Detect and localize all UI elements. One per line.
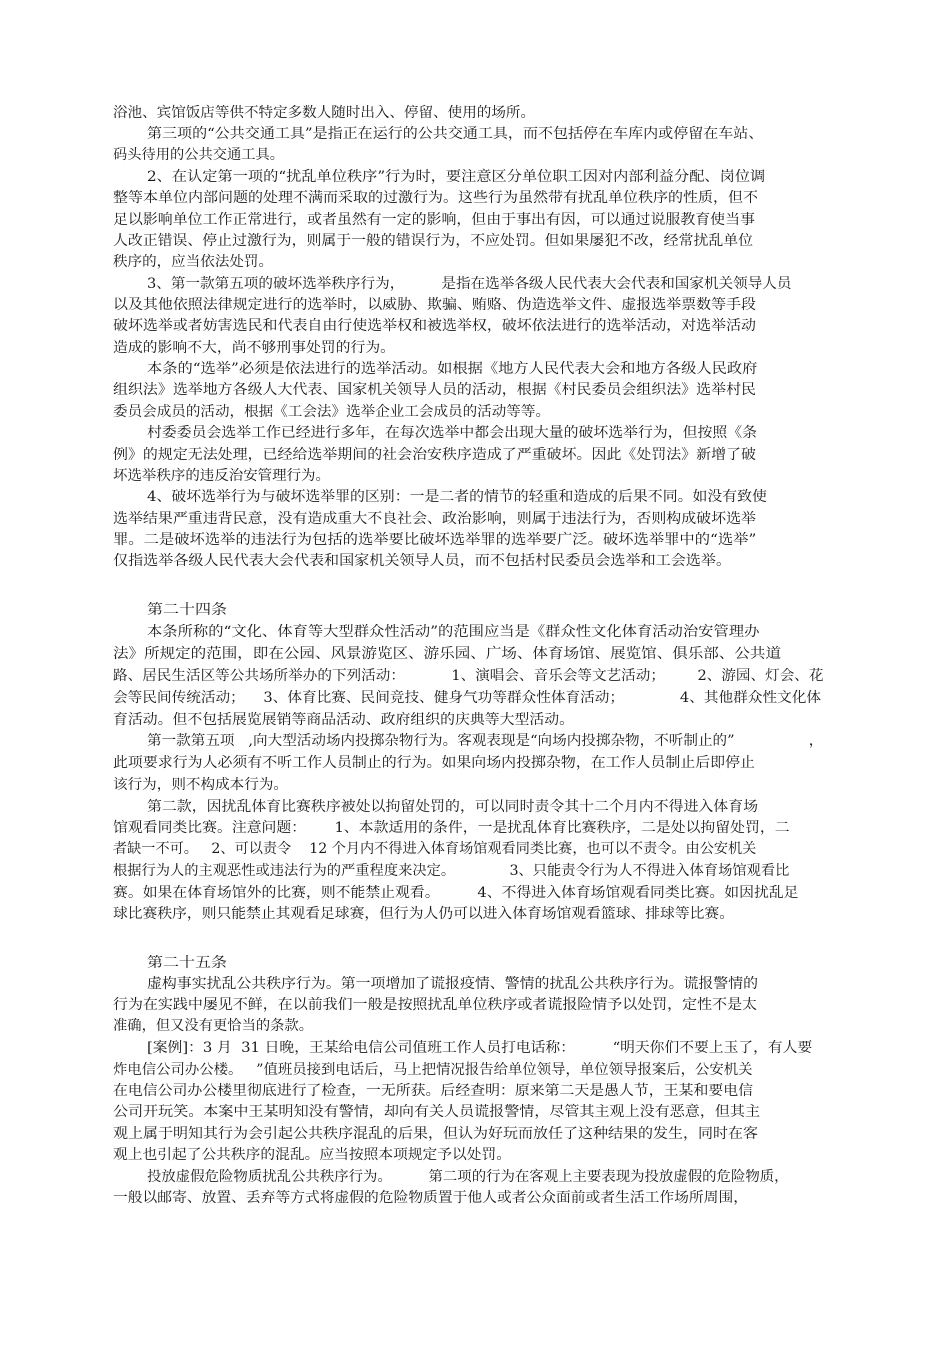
text-line: 第三项的“公共交通工具”是指正在运行的公共交通工具，而不包括停在车库内或停留在车站、 [147,126,764,142]
text-line: 育活动。但不包括展览展销等商品活动、政府组织的庆典等大型活动。 [113,712,574,728]
text-line: 该行为，则不构成本行为。 [113,777,289,793]
text-line: 球比赛秩序，则只能禁止其观看足球赛，但行为人仍可以进入体育场馆观看篮球、排球等比赛。 [113,906,734,922]
text-line: 整等本单位内部问题的处理不满而采取的过激行为。这些行为虽然带有扰乱单位秩序的性质，但不 [113,190,758,206]
text-line: 馆观看同类比赛。注意问题： 1、本款适用的条件，一是扰乱体育比赛秩序，二是处以拘留处罚，二 [113,820,790,836]
text-line: 2、在认定第一项的“扰乱单位秩序”行为时，要注意区分单位职工因对内部利益分配、岗位调 [147,169,766,185]
text-line: 一般以邮寄、放置、丢弃等方式将虚假的危险物质置于他人或者公众面前或者生活工作场所周围， [113,1190,748,1206]
text-line: 坏选举秩序的违反治安管理行为。 [113,468,330,484]
text-line: 此项要求行为人必须有不听工作人员制止的行为。如果向场内投掷杂物，在工作人员制止后即停止 [113,755,755,771]
text-line: 选举结果严重违背民意，没有造成重大不良社会、政治影响，则属于违法行为，否则构成破坏选举 [113,511,756,527]
text-line: 秩序的，应当依法处罚。 [113,254,274,270]
text-line: 4、破坏选举行为与破坏选举罪的区别：一是二者的情节的轻重和造成的后果不同。如没有致使 [147,489,767,505]
text-line: 足以影响单位工作正常进行，或者虽然有一定的影响，但由于事出有因，可以通过说服教育使当事 [113,212,755,228]
text-line: 公司开玩笑。本案中王某明知没有警情，却向有关人员谎报警情，尽管其主观上没有恶意，但其主 [113,1104,761,1120]
text-line: 人改正错误、停止过激行为，则属于一般的错误行为，不应处罚。但如果屡犯不改，经常扰乱单位 [113,233,753,249]
text-line: 村委委员会选举工作已经进行多年，在每次选举中都会出现大量的破坏选举行为，但按照《条 [147,425,757,441]
text-line: 赛。如果在体育场馆外的比赛，则不能禁止观看。 4、不得进入体育场馆观看同类比赛。如因扰乱足 [113,885,799,901]
text-line: 投放虚假危险物质扰乱公共秩序行为。 第二项的行为在客观上主要表现为投放虚假的危险物质， [147,1169,789,1185]
text-line: 委员会成员的活动，根据《工会法》选举企业工会成员的活动等等。 [113,404,551,420]
text-line: 浴池、宾馆饭店等供不特定多数人随时出入、停留、使用的场所。 [113,105,535,121]
text-line: 行为在实践中屡见不鲜，在以前我们一般是按照扰乱单位秩序或者谎报险情予以处罚，定性不是太 [113,997,758,1013]
text-line: 本条的“选举”必须是依法进行的选举活动。如根据《地方人民代表大会和地方各级人民政府 [147,361,758,377]
text-line: 法》所规定的范围，即在公园、风景游览区、游乐园、广场、体育场馆、展览馆、俱乐部、公共道 [113,646,781,662]
text-line: 在电信公司办公楼里彻底进行了检查，一无所获。后经查明：原来第二天是愚人节，王某和要电信 [113,1083,753,1099]
text-line: 观上属于明知其行为会引起公共秩序混乱的后果，但认为好玩而放任了这种结果的发生，同时在客 [113,1126,758,1142]
text-line: 第一款第五项 ,向大型活动场内投掷杂物行为。客观表现是“向场内投掷杂物，不听制止的” ， [147,733,824,749]
text-line: 第二十五条 [147,955,228,971]
text-line: 3、第一款第五项的破坏选举秩序行为， 是指在选举各级人民代表大会代表和国家机关领导人员 [147,276,792,292]
text-line: 会等民间传统活动； 3、体育比赛、民间竞技、健身气功等群众性体育活动； 4、其他群众性文化体 [113,690,822,706]
text-line: 破坏选举或者妨害选民和代表自由行使选举权和被选举权，破坏依法进行的选举活动，对选举活动 [113,318,756,334]
text-line: 根据行为人的主观恶性或违法行为的严重程度来决定。 3、只能责令行为人不得进入体育场馆观看比 [113,863,790,879]
text-line: 造成的影响不大，尚不够刑事处罚的行为。 [113,340,396,356]
text-line: 例》的规定无法处理，已经给选举期间的社会治安秩序造成了严重破坏。因此《处罚法》新增了破 [113,447,756,463]
text-line: 者缺一不可。 2、可以责令 12 个月内不得进入体育场馆观看同类比赛，也可以不责令。由公安机关 [113,841,757,857]
text-line: 码头待用的公共交通工具。 [113,147,285,163]
text-line: 虚构事实扰乱公共秩序行为。第一项增加了谎报疫情、警情的扰乱公共秩序行为。谎报警情的 [147,976,759,992]
text-line: 以及其他依照法律规定进行的选举时，以威胁、欺骗、贿赂、伪造选举文件、虚报选举票数等手段 [113,297,756,313]
text-line: 本条所称的“文化、体育等大型群众性活动”的范围应当是《群众性文化体育活动治安管理办 [147,624,760,640]
text-line: 罪。二是破坏选举的违法行为包括的选举要比破坏选举罪的选举要广泛。破坏选举罪中的“选举” [113,532,757,548]
text-line: 第二十四条 [147,602,228,618]
text-line: 第二款，因扰乱体育比赛秩序被处以拘留处罚的，可以同时责令其十二个月内不得进入体育场 [147,799,759,815]
text-line: 仅指选举各级人民代表大会代表和国家机关领导人员，而不包括村民委员会选举和工会选举。 [113,553,732,569]
text-line: 观上也引起了公共秩序的混乱。应当按照本项规定予以处罚。 [113,1147,511,1163]
text-line: 路、居民生活区等公共场所举办的下列活动： 1、演唱会、音乐会等文艺活动； 2、游园、灯会、花 [113,668,824,684]
text-line: 炸电信公司办公楼。 ”值班员接到电话后，马上把情况报告给单位领导，单位领导报案后，公安机关 [113,1062,753,1078]
text-line: 组织法》选举地方各级人大代表、国家机关领导人员的活动，根据《村民委员会组织法》选举村民 [113,382,756,398]
text-line: [案例]：3 月 31 日晚，王某给电信公司值班工作人员打电话称： “明天你们不要上玉了，有人要 [147,1040,813,1056]
text-line: 准确，但又没有更恰当的条款。 [113,1018,313,1034]
